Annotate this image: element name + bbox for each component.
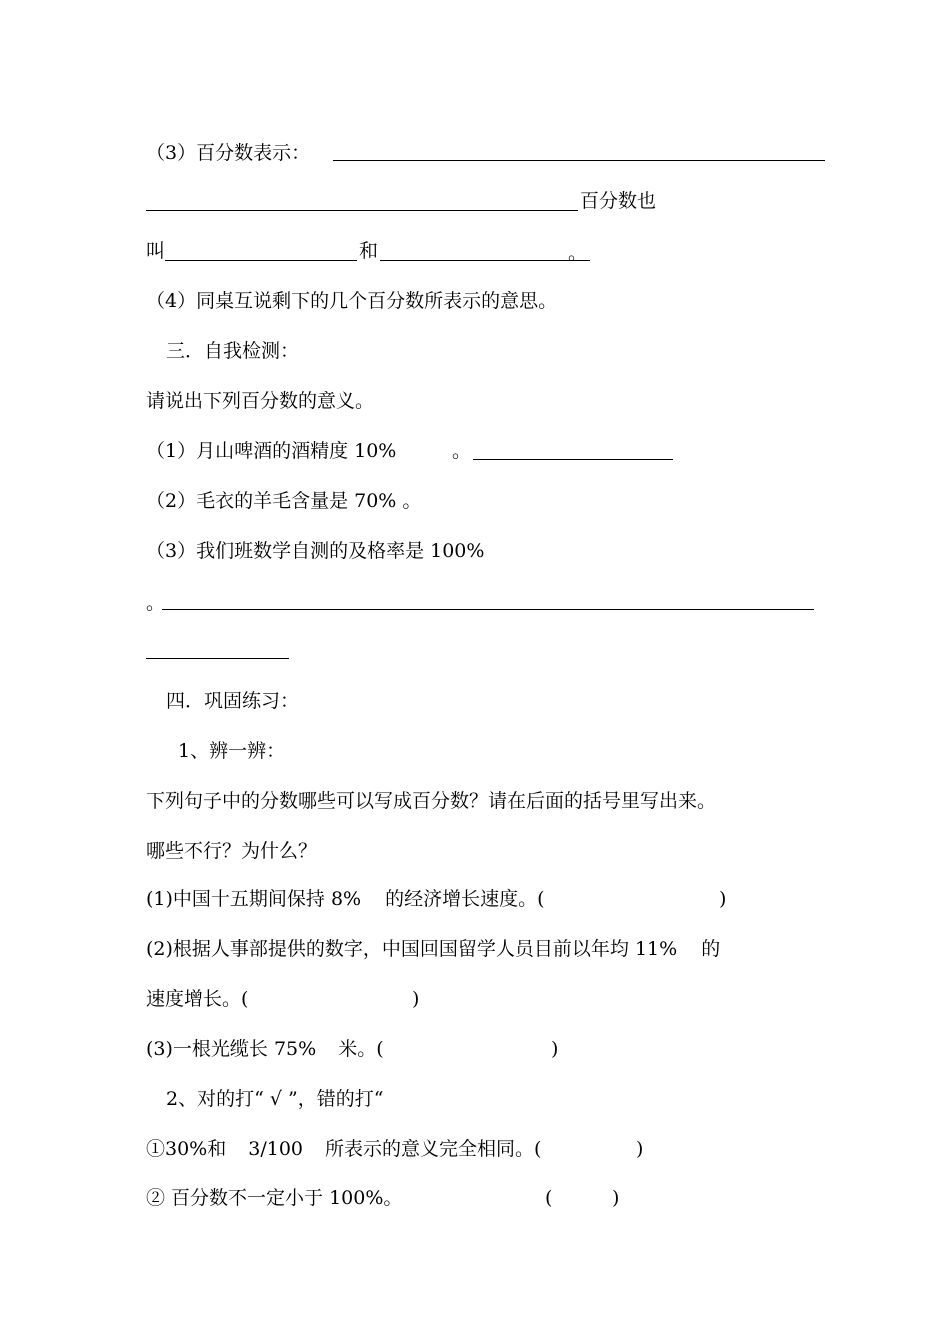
judge-item-1-text-b: 所表示的意义完全相同。( <box>325 1138 542 1160</box>
answer-blank[interactable] <box>165 260 357 261</box>
open-paren: ( <box>545 1187 553 1209</box>
judge-item-1-fraction: 3/100 <box>248 1138 303 1160</box>
practice-item-2-text: (2)根据人事部提供的数字，中国回国留学人员目前以年均 11% <box>146 938 678 960</box>
practice-item-3 <box>146 1037 384 1061</box>
answer-blank[interactable] <box>380 260 590 261</box>
practice-item-1 <box>146 887 545 911</box>
close-paren: ) <box>412 988 420 1010</box>
test-item-3: （3）我们班数学自测的及格率是 100% <box>146 540 485 562</box>
subsection-2-heading: 2、对的打“ √ ”，错的打“ <box>166 1088 384 1110</box>
subsection-1-question-a: 下列句子中的分数哪些可以写成百分数？请在后面的括号里写出来。 <box>146 790 717 812</box>
and-label: 和 <box>359 240 379 262</box>
judge-item-1 <box>146 1137 541 1161</box>
also-called-line <box>146 239 165 263</box>
test-item-1-period: 。 <box>452 440 472 462</box>
judge-item-1-text: ①30%和 <box>146 1138 227 1160</box>
also-called-label: 叫 <box>146 240 166 262</box>
practice-item-1-text: (1)中国十五期间保持 8% <box>146 888 362 910</box>
practice-item-2-cont: 速度增长。( <box>146 988 249 1010</box>
subsection-1-question-b: 哪些不行？为什么？ <box>146 840 318 862</box>
close-paren: ) <box>612 1187 620 1209</box>
practice-item-3-text: (3)一根光缆长 75% <box>146 1038 317 1060</box>
answer-blank[interactable] <box>162 609 814 610</box>
practice-item-2-text-b: 的 <box>701 938 721 960</box>
test-item-1: （1）月山啤酒的酒精度 10% <box>146 440 397 462</box>
practice-item-2 <box>146 937 720 961</box>
close-paren: ) <box>636 1138 644 1160</box>
practice-item-3-text-b: 米。( <box>338 1038 384 1060</box>
question-3-line <box>146 141 310 165</box>
answer-blank[interactable] <box>146 658 289 659</box>
close-paren: ) <box>719 888 727 910</box>
answer-blank[interactable] <box>146 210 578 211</box>
period-mark: 。 <box>568 242 588 264</box>
test-item-2: （2）毛衣的羊毛含量是 70% 。 <box>146 490 422 512</box>
question-4-text: （4）同桌互说剩下的几个百分数所表示的意思。 <box>146 290 558 312</box>
practice-item-1-text-b: 的经济增长速度。( <box>385 888 545 910</box>
test-item-3-period: 。 <box>146 592 166 614</box>
section-3-intro: 请说出下列百分数的意义。 <box>146 390 375 412</box>
question-3-text: （3）百分数表示： <box>146 142 311 164</box>
pct-also-text: 百分数也 <box>580 190 657 212</box>
judge-item-2: ② 百分数不一定小于 100%。 <box>146 1187 403 1209</box>
section-3-heading: 三．自我检测： <box>166 340 300 362</box>
subsection-1-heading: 1、辨一辨： <box>178 740 286 762</box>
answer-blank[interactable] <box>473 459 673 460</box>
section-4-heading: 四．巩固练习： <box>166 690 300 712</box>
close-paren: ) <box>551 1038 559 1060</box>
answer-blank[interactable] <box>333 160 825 161</box>
